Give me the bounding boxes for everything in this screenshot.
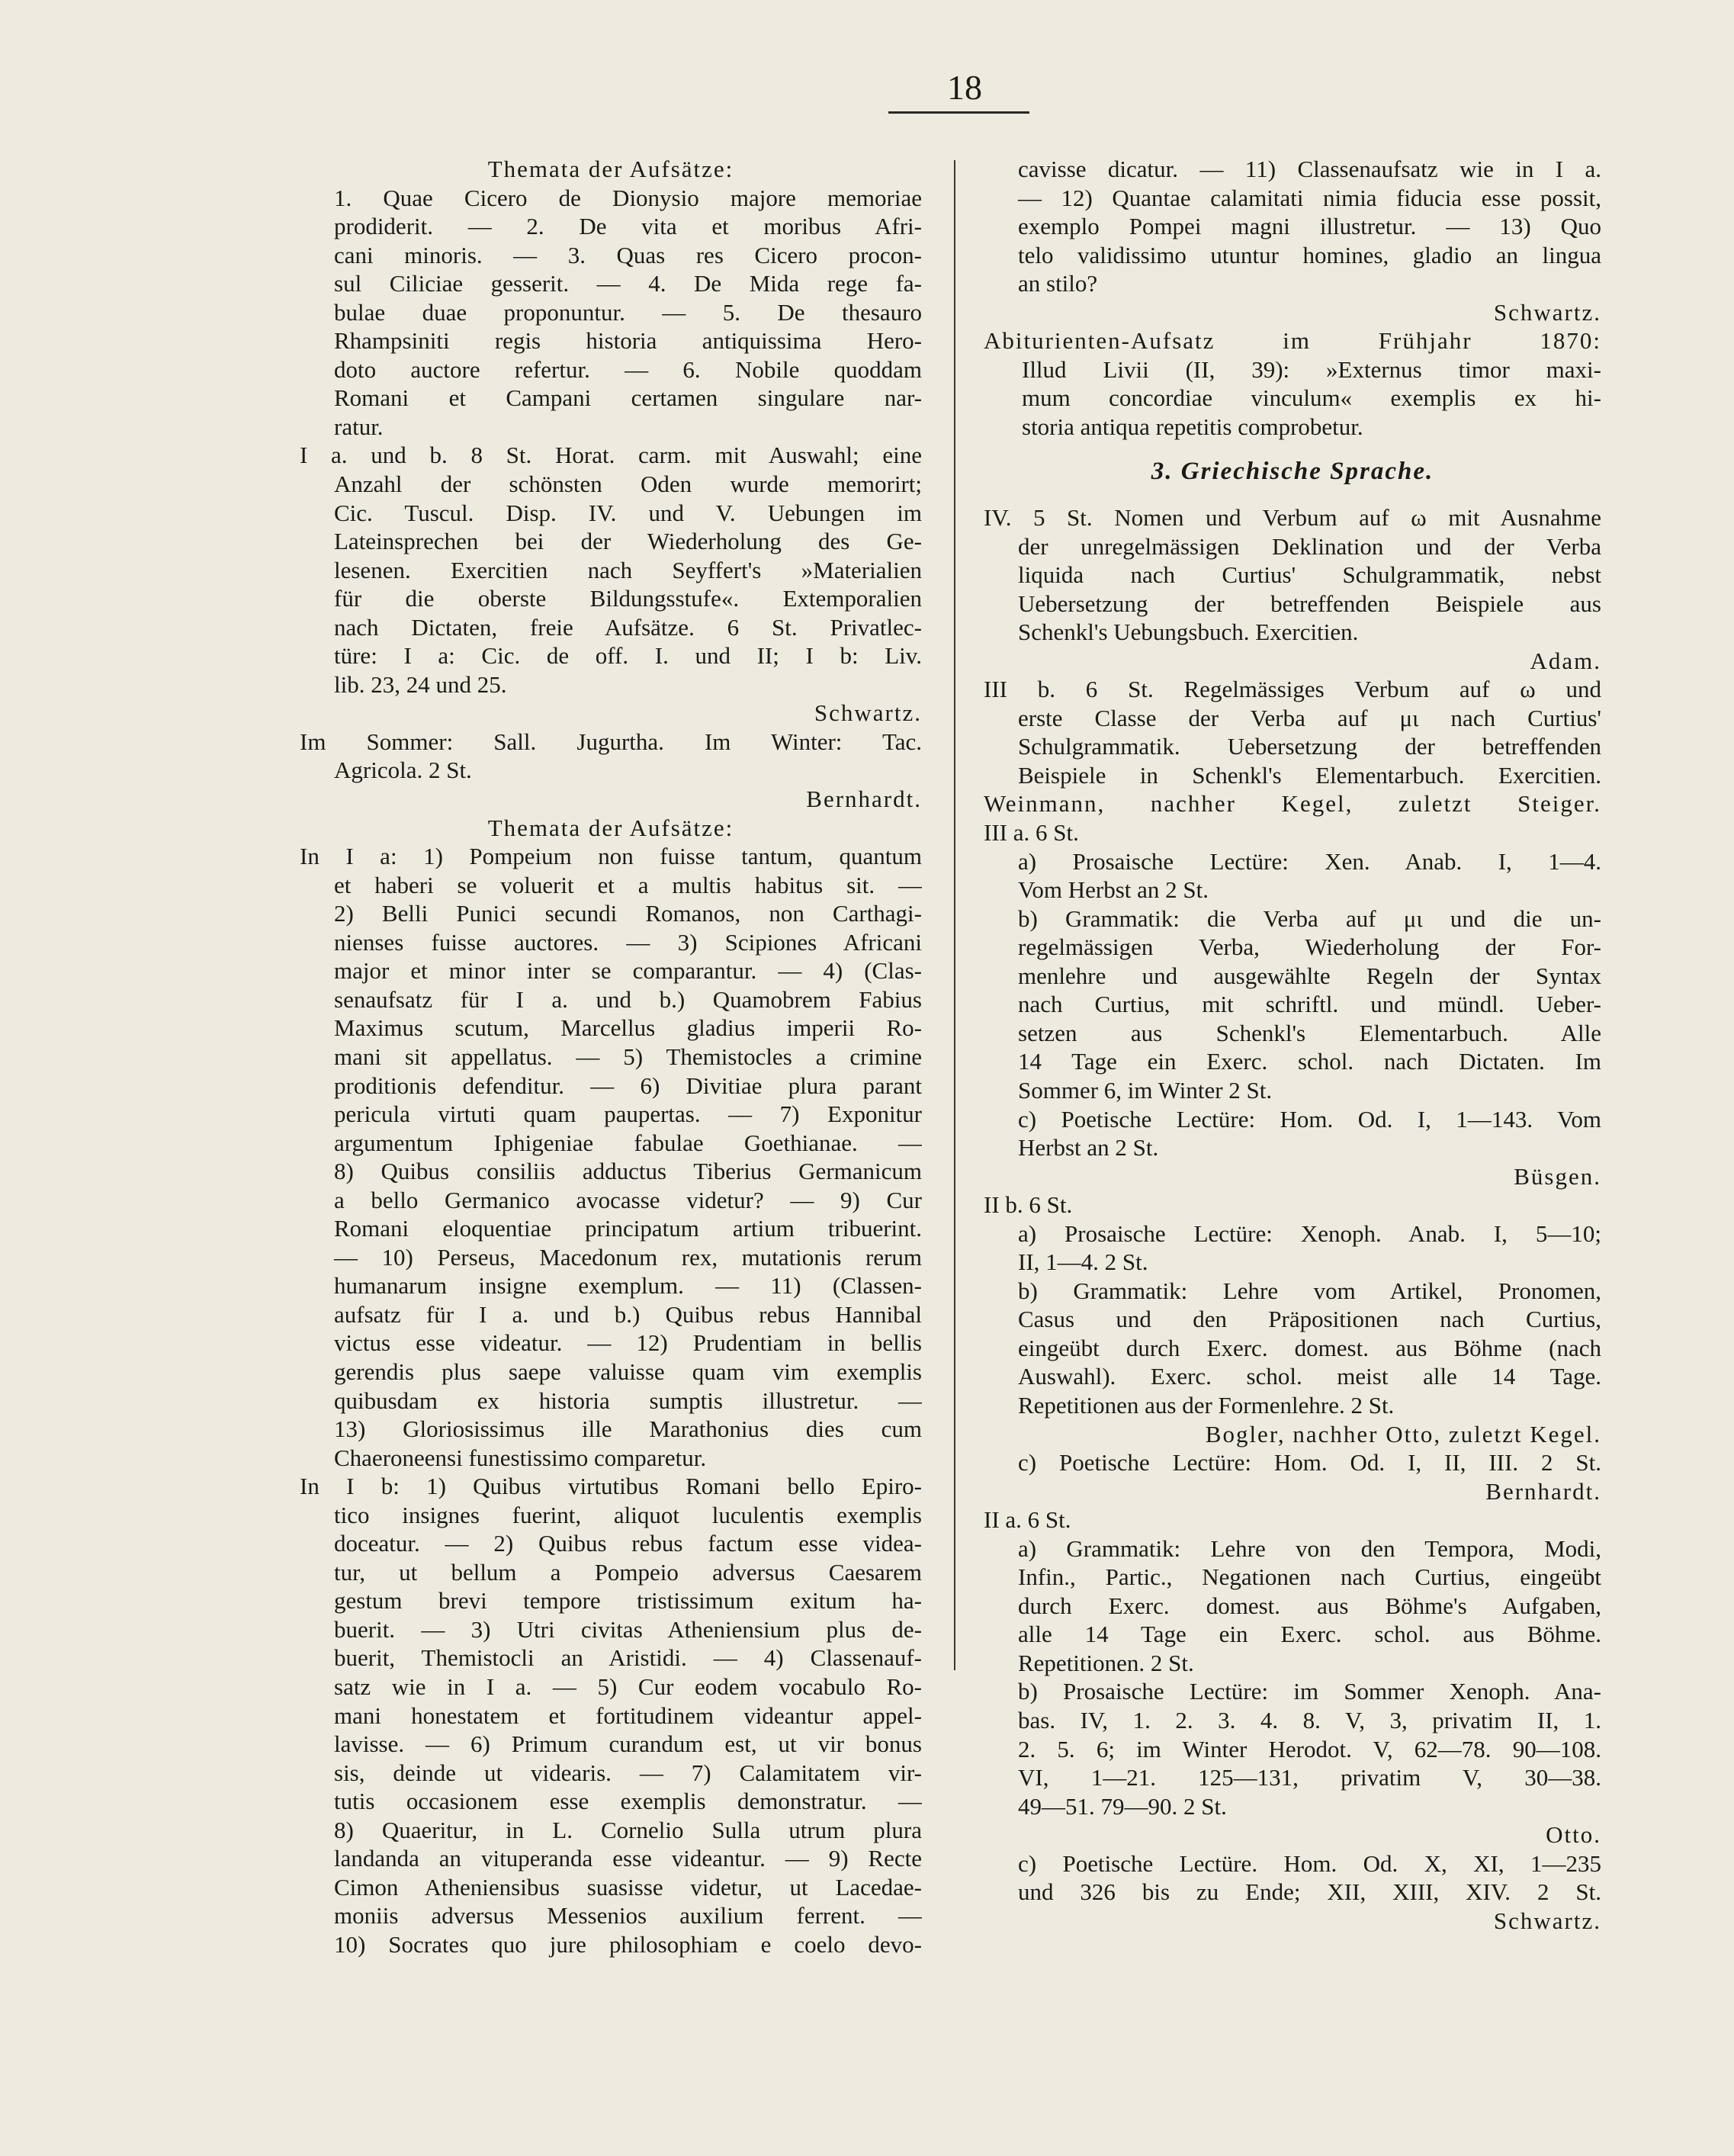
text-line: cavisse dicatur. — 11) Classenaufsatz wie in I a. xyxy=(1018,156,1601,182)
text-line: mani sit appellatus. — 5) Themistocles a crimine xyxy=(334,1043,922,1070)
text-line: quibusdam ex historia sumptis illustretur. — xyxy=(334,1386,922,1414)
text-line: liquida nach Curtius' Schulgrammatik, nebst xyxy=(1018,561,1601,589)
text-line: 1. Quae Cicero de Dionysio majore memoriae xyxy=(334,184,922,211)
page-number: 18 xyxy=(947,68,982,107)
text-line: der unregelmässigen Deklination und der Verba xyxy=(1018,532,1601,560)
text-line: für die oberste Bildungsstufe«. Extemporalien xyxy=(334,585,922,612)
text-line: eingeübt durch Exerc. domest. aus Böhme (nach xyxy=(1018,1334,1601,1361)
text-line: prodiderit. — 2. De vita et moribus Afri- xyxy=(334,213,922,240)
text-line: bulae duae proponuntur. — 5. De thesauro xyxy=(334,298,922,326)
column-divider xyxy=(954,160,955,1670)
text-line: II, 1—4. 2 St. xyxy=(1018,1248,1148,1276)
text-line: I a. und b. 8 St. Horat. carm. mit Auswahl; eine xyxy=(300,442,922,469)
text-line: nienses fuisse auctores. — 3) Scipiones Africani xyxy=(334,928,922,956)
text-line: telo validissimo utuntur homines, gladio an lingua xyxy=(1018,241,1601,268)
text-line: mani honestatem et fortitudinem videantur appel- xyxy=(334,1701,922,1729)
text-line: regelmässigen Verba, Wiederholung der For- xyxy=(1018,933,1601,961)
text-line: 49—51. 79—90. 2 St. xyxy=(1018,1792,1227,1820)
text-line: b) Grammatik: Lehre vom Artikel, Pronomen, xyxy=(1018,1277,1601,1304)
text-line: humanarum insigne exemplum. — 11) (Classen- xyxy=(334,1272,922,1300)
text-line: 10) Socrates quo jure philosophiam e coelo devo- xyxy=(334,1930,922,1958)
text-line: nach Curtius, mit schriftl. und mündl. Ueber- xyxy=(1018,991,1601,1018)
text-line: Romani eloquentiae principatum artium tribuerint. xyxy=(334,1215,922,1242)
text-line: et haberi se voluerit et a multis habitus sit. — xyxy=(334,871,922,898)
text-line: Herbst an 2 St. xyxy=(1018,1134,1159,1162)
text-line: Büsgen. xyxy=(1514,1162,1601,1190)
text-line: Schulgrammatik. Uebersetzung der betreffenden xyxy=(1018,733,1601,760)
text-line: tico insignes fuerint, aliquot luculentis exemplis xyxy=(334,1501,922,1528)
text-line: Schenkl's Uebungsbuch. Exercitien. xyxy=(1018,619,1359,646)
left-column xyxy=(300,155,922,1958)
text-line: cani minoris. — 3. Quas res Cicero procon- xyxy=(334,241,922,268)
text-line: IV. 5 St. Nomen und Verbum auf ω mit Ausnahme xyxy=(984,504,1601,532)
text-line: major et minor inter se comparantur. — 4) (Clas- xyxy=(334,957,922,985)
text-line: II b. 6 St. xyxy=(984,1191,1073,1219)
text-line: Cimon Atheniensibus suasisse videtur, ut Lacedae- xyxy=(334,1873,922,1901)
text-line: sul Ciliciae gesserit. — 4. De Mida rege fa- xyxy=(334,270,922,297)
text-line: Bogler, nachher Otto, zuletzt Kegel. xyxy=(1205,1420,1601,1448)
text-line: Bernhardt. xyxy=(1485,1477,1601,1505)
text-line: doceatur. — 2) Quibus rebus factum esse videa- xyxy=(334,1530,922,1557)
text-line: türe: I a: Cic. de off. I. und II; I b: Liv. xyxy=(334,642,922,670)
text-line: victus esse videatur. — 12) Prudentiam in bellis xyxy=(334,1329,922,1357)
text-line: Im Sommer: Sall. Jugurtha. Im Winter: Tac. xyxy=(300,728,922,755)
text-line: Bernhardt. xyxy=(806,786,922,813)
text-line: Schwartz. xyxy=(814,699,922,727)
text-line: pericula virtuti quam paupertas. — 7) Exponitur xyxy=(334,1100,922,1128)
text-line: c) Poetische Lectüre: Hom. Od. I, 1—143. Vom xyxy=(1018,1105,1601,1133)
text-line: Sommer 6, im Winter 2 St. xyxy=(1018,1076,1273,1104)
text-line: gerendis plus saepe valuisse quam vim exemplis xyxy=(334,1358,922,1385)
text-line: setzen aus Schenkl's Elementarbuch. Alle xyxy=(1018,1019,1601,1046)
text-line: lib. 23, 24 und 25. xyxy=(334,670,507,698)
text-line: VI, 1—21. 125—131, privatim V, 30—38. xyxy=(1018,1764,1601,1791)
text-line: satz wie in I a. — 5) Cur eodem vocabulo Ro- xyxy=(334,1672,922,1700)
section-heading: 3. Griechische Sprache. xyxy=(1151,458,1434,486)
text-line: Repetitionen. 2 St. xyxy=(1018,1649,1194,1676)
text-line: nach Dictaten, freie Aufsätze. 6 St. Privatlec- xyxy=(334,613,922,641)
text-line: Themata der Aufsätze: xyxy=(487,156,734,182)
text-line: Casus und den Präpositionen nach Curtius, xyxy=(1018,1306,1601,1333)
text-line: 14 Tage ein Exerc. schol. nach Dictaten. Im xyxy=(1018,1048,1601,1075)
text-line: buerit. — 3) Utri civitas Atheniensium plus de- xyxy=(334,1615,922,1643)
text-line: aufsatz für I a. und b.) Quibus rebus Hannibal xyxy=(334,1300,922,1328)
text-line: 2) Belli Punici secundi Romanos, non Carthagi- xyxy=(334,900,922,927)
text-line: In I b: 1) Quibus virtutibus Romani bello Epiro- xyxy=(300,1473,922,1500)
text-line: landanda an vituperanda esse videantur. — 9) Recte xyxy=(334,1845,922,1872)
text-line: II a. 6 St. xyxy=(984,1506,1071,1534)
text-line: a) Prosaische Lectüre: Xen. Anab. I, 1—4. xyxy=(1018,847,1601,875)
text-line: menlehre und ausgewählte Regeln der Syntax xyxy=(1018,962,1601,989)
text-line: Schwartz. xyxy=(1493,298,1601,326)
text-line: moniis adversus Messenios auxilium ferrent. — xyxy=(334,1902,922,1929)
text-line: Vom Herbst an 2 St. xyxy=(1018,876,1209,904)
text-line: an stilo? xyxy=(1018,270,1098,297)
text-line: Abiturienten-Aufsatz im Frühjahr 1870: xyxy=(984,327,1601,355)
text-line: durch Exerc. domest. aus Böhme's Aufgaben, xyxy=(1018,1592,1601,1619)
spacer xyxy=(984,487,1601,503)
text-line: und 326 bis zu Ende; XII, XIII, XIV. 2 St. xyxy=(1018,1878,1601,1906)
text-line: Uebersetzung der betreffenden Beispiele aus xyxy=(1018,590,1601,617)
text-line: Cic. Tuscul. Disp. IV. und V. Uebungen im xyxy=(334,499,922,526)
text-line: gestum brevi tempore tristissimum exitum ha- xyxy=(334,1587,922,1615)
text-line: alle 14 Tage ein Exerc. schol. aus Böhme. xyxy=(1018,1621,1601,1648)
page-number-rule xyxy=(888,111,1029,114)
text-line: senaufsatz für I a. und b.) Quamobrem Fabius xyxy=(334,985,922,1013)
text-line: Anzahl der schönsten Oden wurde memorirt; xyxy=(334,471,922,498)
text-line: Chaeroneensi funestissimo comparetur. xyxy=(334,1444,707,1471)
text-line: Repetitionen aus der Formenlehre. 2 St. xyxy=(1018,1391,1395,1419)
text-line: III a. 6 St. xyxy=(984,819,1079,847)
text-line: Beispiele in Schenkl's Elementarbuch. Exercitien. xyxy=(1018,761,1601,789)
text-line: tur, ut bellum a Pompeio adversus Caesarem xyxy=(334,1558,922,1586)
text-line: Auswahl). Exerc. schol. meist alle 14 Tage. xyxy=(1018,1363,1601,1390)
text-line: 13) Gloriosissimus ille Marathonius dies cum xyxy=(334,1415,922,1443)
text-line: — 12) Quantae calamitati nimia fiducia esse possit, xyxy=(1018,184,1601,211)
text-line: Weinmann, nachher Kegel, zuletzt Steiger. xyxy=(984,790,1601,818)
text-line: In I a: 1) Pompeium non fuisse tantum, quantum xyxy=(300,843,922,870)
spacer xyxy=(984,441,1601,458)
text-line: Adam. xyxy=(1530,647,1601,674)
text-line: Rhampsiniti regis historia antiquissima Hero- xyxy=(334,327,922,355)
text-line: b) Grammatik: die Verba auf μι und die un- xyxy=(1018,904,1601,932)
text-line: III b. 6 St. Regelmässiges Verbum auf ω und xyxy=(984,676,1601,703)
text-line: Infin., Partic., Negationen nach Curtius, eingeübt xyxy=(1018,1563,1601,1591)
text-line: proditionis defenditur. — 6) Divitiae plura parant xyxy=(334,1072,922,1099)
text-line: argumentum Iphigeniae fabulae Goethianae. — xyxy=(334,1129,922,1156)
text-line: 8) Quibus consiliis adductus Tiberius Germanicum xyxy=(334,1158,922,1185)
text-line: a) Grammatik: Lehre von den Tempora, Modi, xyxy=(1018,1534,1601,1562)
text-line: doto auctore refertur. — 6. Nobile quoddam xyxy=(334,355,922,383)
text-line: Themata der Aufsätze: xyxy=(487,814,734,841)
text-line: 8) Quaeritur, in L. Cornelio Sulla utrum plura xyxy=(334,1816,922,1843)
text-line: ratur. xyxy=(334,413,384,440)
text-line: lavisse. — 6) Primum curandum est, ut vir bonus xyxy=(334,1730,922,1758)
right-column xyxy=(984,155,1601,1935)
text-line: bas. IV, 1. 2. 3. 4. 8. V, 3, privatim II, 1. xyxy=(1018,1706,1601,1733)
text-line: b) Prosaische Lectüre: im Sommer Xenoph. Ana- xyxy=(1018,1678,1601,1705)
text-line: lesenen. Exercitien nach Seyffert's »Materialien xyxy=(334,556,922,583)
text-line: tutis occasionem esse exemplis demonstratur. — xyxy=(334,1788,922,1815)
text-line: Lateinsprechen bei der Wiederholung des Ge- xyxy=(334,528,922,555)
text-line: Illud Livii (II, 39): »Externus timor maxi- xyxy=(1022,355,1601,383)
text-line: — 10) Perseus, Macedonum rex, mutationis rerum xyxy=(334,1243,922,1271)
text-line: c) Poetische Lectüre. Hom. Od. X, XI, 1—235 xyxy=(1018,1849,1601,1877)
text-line: a) Prosaische Lectüre: Xenoph. Anab. I, 5—10; xyxy=(1018,1219,1601,1247)
text-line: exemplo Pompei magni illustretur. — 13) Quo xyxy=(1018,213,1601,240)
text-line: sis, deinde ut videaris. — 7) Calamitatem vir- xyxy=(334,1759,922,1786)
text-line: erste Classe der Verba auf μι nach Curtius' xyxy=(1018,704,1601,731)
text-line: Romani et Campani certamen singulare nar- xyxy=(334,384,922,412)
text-line: buerit, Themistocli an Aristidi. — 4) Classenauf- xyxy=(334,1644,922,1672)
text-line: storia antiqua repetitis comprobetur. xyxy=(1022,413,1363,440)
text-line: Agricola. 2 St. xyxy=(334,757,472,784)
text-line: a bello Germanico avocasse videtur? — 9) Cur xyxy=(334,1186,922,1213)
text-line: c) Poetische Lectüre: Hom. Od. I, II, III. 2 St. xyxy=(1018,1449,1601,1476)
text-line: 2. 5. 6; im Winter Herodot. V, 62—78. 90—108. xyxy=(1018,1735,1601,1762)
text-line: Otto. xyxy=(1546,1821,1601,1849)
text-line: Maximus scutum, Marcellus gladius imperii Ro- xyxy=(334,1014,922,1042)
text-line: mum concordiae vinculum« exemplis ex hi- xyxy=(1022,384,1601,412)
text-line: Schwartz. xyxy=(1493,1907,1601,1934)
